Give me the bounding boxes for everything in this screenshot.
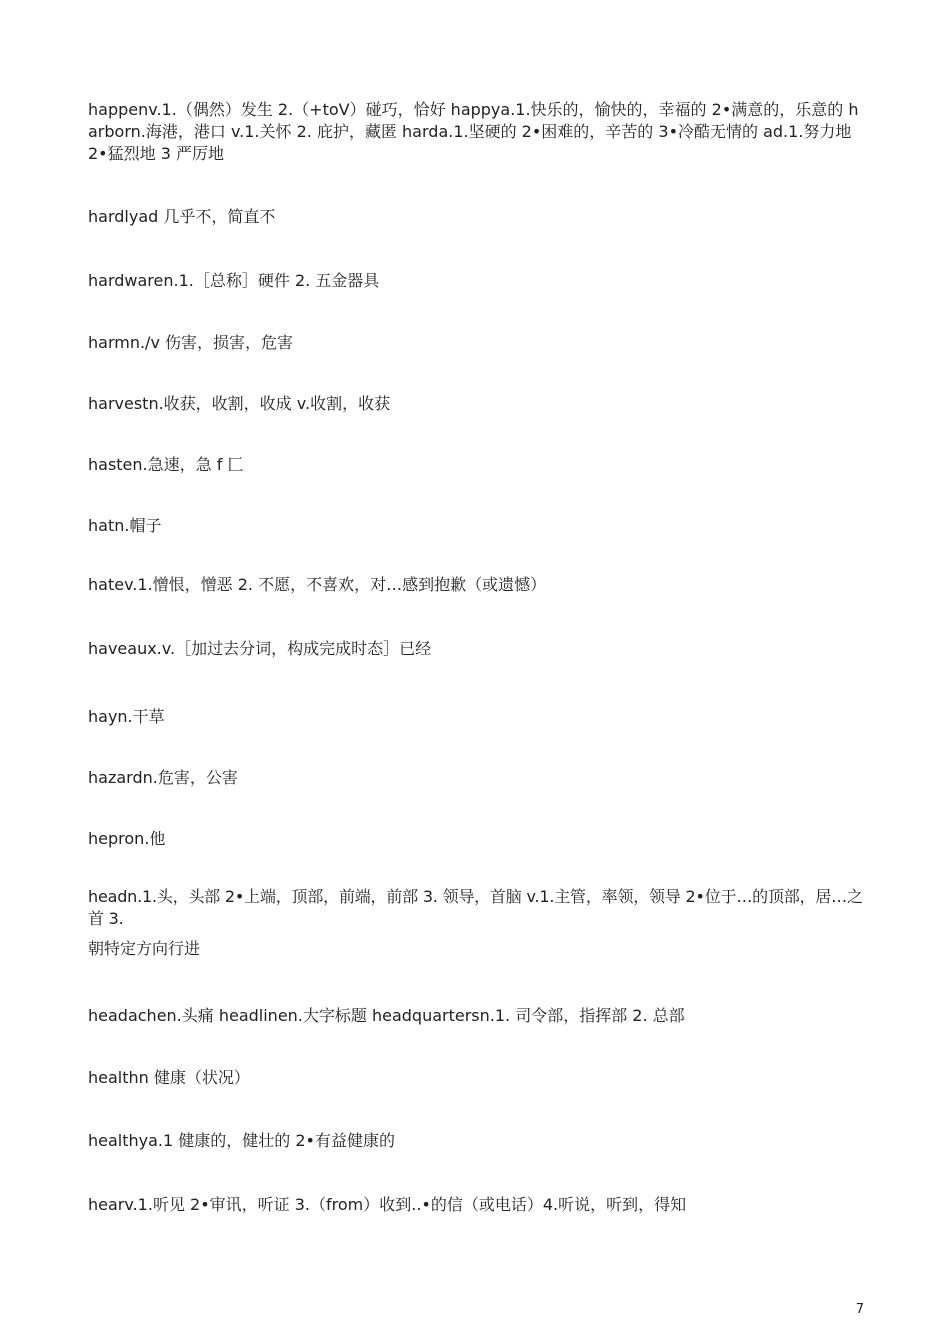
entry-harm [88, 332, 866, 354]
entry-text: hardlyad 几乎不，简直不 [88, 207, 276, 226]
entry-text: hazardn.危害，公害 [88, 768, 238, 787]
entry-hardware [88, 270, 866, 292]
entry-text: 朝特定方向行进 [88, 939, 201, 958]
entry-happen-happy-harbor-hard [88, 99, 866, 165]
entry-harvest [88, 393, 866, 415]
entry-text: hatn.帽子 [88, 516, 162, 535]
entry-text: healthn 健康（状况） [88, 1068, 250, 1087]
entry-haste [88, 454, 866, 476]
page-number: 7 [855, 1302, 864, 1317]
entry-text: headachen.头痛 headlinen.大字标题 headquartersn.1. 司令部，指挥部 2. 总部 [88, 1006, 685, 1025]
entry-hate [88, 574, 866, 596]
entry-hat [88, 515, 866, 537]
entry-text: happenv.1.（偶然）发生 2.（+toV）碰巧，恰好 happya.1.快乐的，愉快的，幸福的 2•满意的，乐意的 harborn.海港，港口 v.1.关怀 2. 庇护，藏匿 harda.1.坚硬的 2•困难的，辛苦的 3•冷酷无情的 ad.1.努力地 2•猛烈地 3 严厉地 [88, 100, 859, 163]
entry-hazard [88, 767, 866, 789]
entry-text: hasten.急速，急 f 匚 [88, 455, 244, 474]
entry-text: hardwaren.1.［总称］硬件 2. 五金器具 [88, 271, 380, 290]
entry-text: hearv.1.听见 2•审讯，听证 3.（from）收到..•的信（或电话）4.听说，听到，得知 [88, 1195, 687, 1214]
entry-hear [88, 1194, 866, 1216]
entry-headache-headline-headquarters [88, 1005, 866, 1027]
entry-health [88, 1067, 866, 1089]
entry-he [88, 828, 866, 850]
entry-hardly [88, 206, 866, 228]
entry-have [88, 638, 866, 660]
entry-text: hayn.干草 [88, 707, 165, 726]
entry-text: harmn./v 伤害，损害，危害 [88, 333, 294, 352]
entry-text: harvestn.收获，收割，收成 v.收割，收获 [88, 394, 391, 413]
entry-head-continuation [88, 938, 866, 960]
entry-text: headn.1.头，头部 2•上端，顶部，前端，前部 3. 领导，首脑 v.1.主管，率领，领导 2•位于…的顶部，居…之首 3. [88, 887, 863, 928]
entry-text: hatev.1.憎恨，憎恶 2. 不愿，不喜欢，对…感到抱歉（或遗憾） [88, 575, 547, 594]
entry-hay [88, 706, 866, 728]
entry-text: healthya.1 健康的，健壮的 2•有益健康的 [88, 1131, 395, 1150]
entry-healthy [88, 1130, 866, 1152]
entry-head [88, 886, 866, 930]
entry-text: hepron.他 [88, 829, 166, 848]
entry-text: haveaux.v.［加过去分词，构成完成时态］已经 [88, 639, 432, 658]
